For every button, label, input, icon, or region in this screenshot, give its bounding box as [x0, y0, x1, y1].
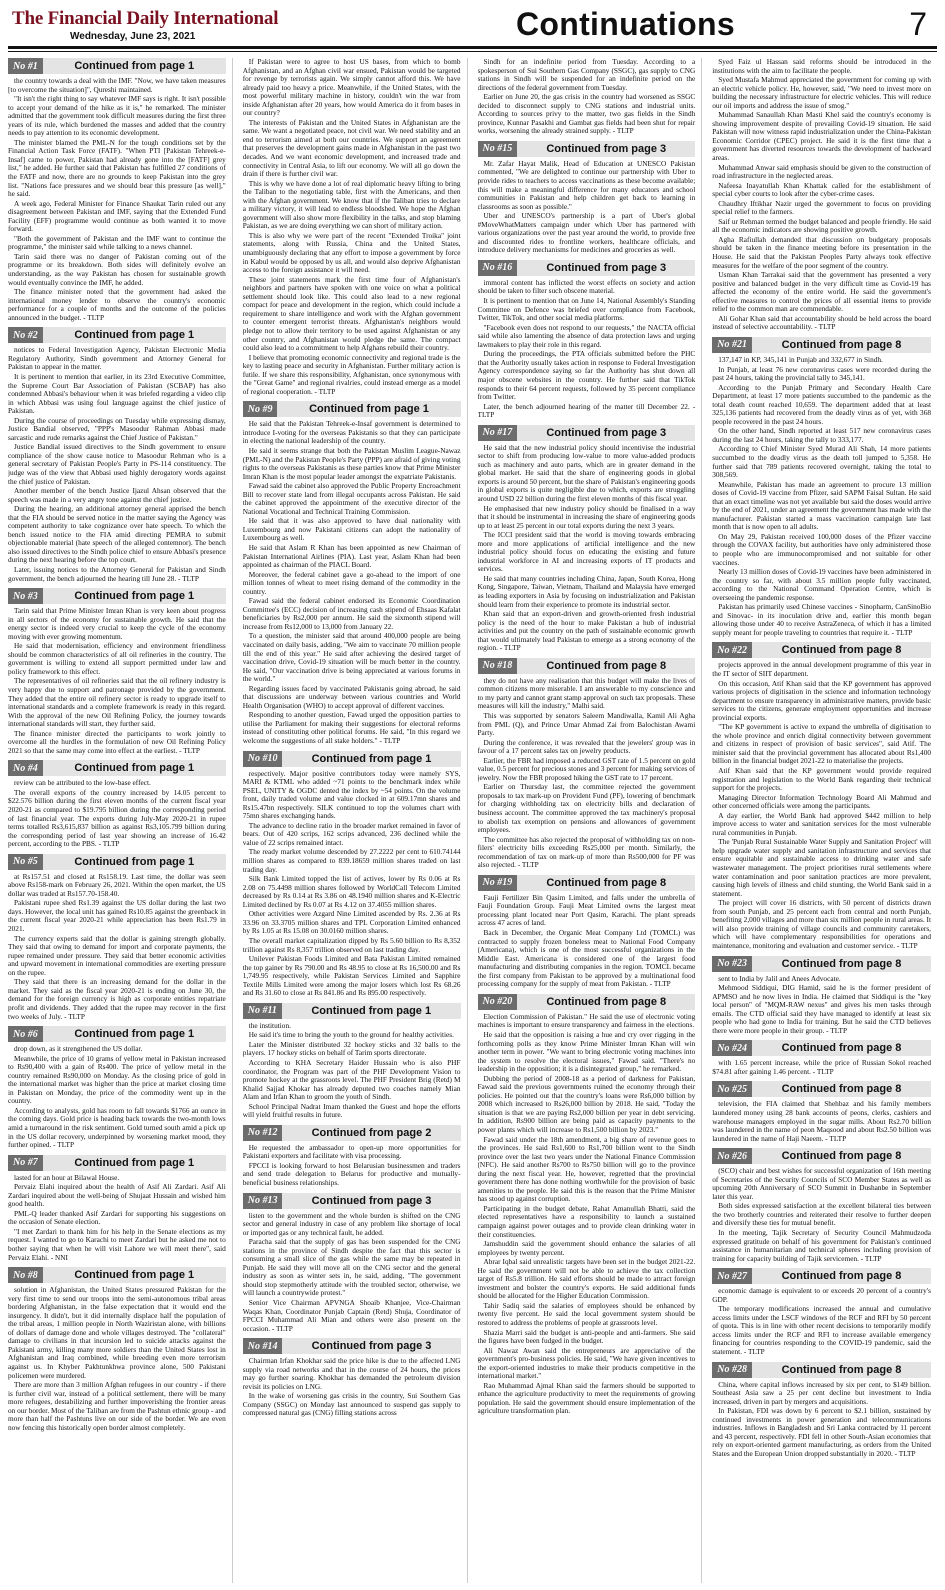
story-number-tag: No #28: [712, 1362, 752, 1378]
story-number-tag: No #3: [8, 588, 43, 604]
story-body: [243, 1357, 461, 1418]
story-number-tag: No #15: [478, 141, 518, 157]
story-paragraph: Paracha said that the supply of gas has been suspended for the CNG stations in the province of Sindh despite the fact that this sector is consuming a small slice of the gas while the same may be repeated in Punjab. He said they will move all on the CNG sector and the general industry as soon as winter sets in, he said, adding, "The government should stop stepmotherly attitude with the troubled sector, otherwise, we will launch a countrywide protest.": [242, 1237, 461, 1298]
continued-story: [478, 994, 696, 1416]
story-paragraph: The overall market capitalization dipped by Rs 5.60 billion to Rs 8,352 trillion against Rs 8,357 trillion observed on last trading day.: [242, 935, 461, 954]
story-continuation-heading: Continued from page 1: [43, 327, 226, 343]
story-continuation-heading: Continued from page 1: [43, 854, 226, 870]
story-header: [712, 1040, 931, 1056]
story-paragraph: Earlier on Thursday last, the committee rejected the government proposals to tax mark-up on Provident Fund (PF), lowering of benchmark for charging withholding tax on electricity bills and declaration of business account. The committee approved the tax machinery's proposal to abolish tax exemption on pensions and allowances of government employees.: [477, 782, 696, 835]
story-paragraph: These joint statements mark the first time four of Afghanistan's neighbors and partners have spoken with one voice on what a political settlement should look like. This could also lead to a new regional compact for peace and development in the region, which could include a requirement to share intelligence and work with the Afghan government to counter emergent terrorist threats. Afghanistan's neighbors would pledge not to allow their territory to be used against Afghanistan or any other country, and Afghanistan would pledge the same. The compact could also lead to a commitment to help Afghans rebuild their country.: [242, 274, 461, 353]
story-number-tag: No #22: [712, 642, 752, 658]
story-body: [243, 420, 461, 745]
story-header: [478, 425, 696, 441]
story-number-tag: No #14: [243, 1338, 283, 1354]
story-paragraph: He said it seems strange that both the Pakistan Muslim League-Nawaz (PML-N) and the Pakistan People's Party (PPP) are afraid of giving voting rights to the overseas Pakistanis as these parties know that Prime Minister Imran Khan is the most popular leader amongst the expatriate Pakistanis.: [242, 445, 461, 481]
story-number-tag: No #6: [8, 1026, 43, 1042]
story-paragraph: During the course of proceedings on Tuesday while expressing dismay, Justice Bandial observed, "PPP's Masoodur Rahman Abbasi made sarcastic and rude remarks against the Chief Justice of Pakistan.": [8, 415, 226, 442]
story-continuation-heading: Continued from page 1: [43, 1155, 226, 1171]
continued-story: [478, 425, 696, 653]
story-paragraph: The temporary modifications increased the annual and cumulative access limits under the LSCF windows of the RCF and RFI by 50 percent of quota. This is in line with other recent decisions to temporarily modify access limits under the RCF and RFI to increase available emergency financing for countries responding to the COVID-19 pandemic, said the statement. - TLTP: [712, 1304, 931, 1356]
story-header: [712, 337, 931, 353]
column-2: [243, 58, 468, 1583]
story-continuation-heading: Continued from page 1: [43, 58, 226, 74]
story-paragraph: 137,147 in KP, 345,141 in Punjab and 332,677 in Sindh.: [718, 354, 883, 364]
story-paragraph: He said that it was also approved to have dual nationality with Luxembourg and now Pakistani citizens can adopt the nationality of Luxembourg as well.: [242, 516, 461, 543]
story-paragraph: television, the FIA claimed that Shehbaz and his family members laundered money using 28 bank accounts of peons, clerks, cashiers and warehouse managers employed in the sugar mills. About Rs2.70 billion was laundered in the name of peon Maqsood and about Rs2.50 billion was laundered in the name of Haji Naeem. - TLTP: [712, 1099, 931, 1143]
story-paragraph: This is why we have done a lot of real diplomatic heavy lifting to bring the Taliban to the negotiating table, first with the Americans, and then with the Afghan government. We know that if the Taliban tries to declare a military victory, it will lead to endless bloodshed. We hope the Afghan government will also show more flexibility in the talks, and stop blaming Pakistan, as we are doing everything we can short of military action.: [242, 178, 461, 231]
masthead-rule: [8, 46, 937, 49]
continued-story: [478, 875, 696, 989]
story-paragraph: Responding to another question, Fawad urged the opposition parties to utilise the Parliament for making their suggestions for electoral reforms instead of constituting other political forums. He said, "In this regard we welcome the suggestions of all stake holders." - TLTP: [242, 710, 461, 746]
continued-story: [712, 1268, 931, 1356]
story-header: [478, 875, 696, 891]
continued-story: [243, 58, 461, 396]
story-paragraph: The 'Punjab Rural Sustainable Water Supply and Sanitation Project' will help upgrade water supply and sanitation infrastructure and services that ensure equitable and sustainable access to drinking water and safe wastewater management. The project prioritises rural settlements where water contamination and poor sanitation practices are more prevalent, causing high levels of illness and child stunting, the World Bank said in a statement.: [712, 837, 931, 898]
story-continuation-heading: Continued from page 8: [752, 642, 931, 658]
story-header: [8, 58, 226, 74]
story-number-tag: No #9: [243, 401, 278, 417]
story-paragraph: He said that Aslam R Khan has been appointed as new Chairman of Pakistan International Airlines (PIA). Last year, Aslam Khan had been appointed as chairman of the PIACL Board.: [242, 542, 461, 570]
story-paragraph: Meanwhile, Pakistan has made an agreement to procure 13 million doses of Covid-19 vaccine from Pfizer, said SAPM Faisal Sultan. He said that an exact timeline was not yet available but said the doses would arrive by the end of 2021, under an agreement the government has made with the manufacturer. Pakistan started a mass vaccination campaign late last month that is now open to all adults.: [712, 479, 931, 532]
story-paragraph: Ali Nawaz Awan said the entrepreneurs are appreciative of the government's pro-business policies. He said, "We have given incentives to the export-oriented industries to make their products competitive in the international market.": [477, 1345, 696, 1381]
continued-story: [712, 337, 931, 638]
story-header: [712, 1362, 931, 1378]
story-number-tag: No #10: [243, 751, 283, 767]
story-header: [712, 1148, 931, 1164]
story-paragraph: In Punjab, at least 76 new coronavirus cases were recorded during the past 24 hours, taking the provincial tally to 345,141.: [712, 364, 931, 383]
story-header: [243, 1193, 461, 1209]
story-paragraph: they do not have any realisation that this budget will make the lives of common citizens more miserable. I am answerable to my conscience and to my party and cannot grant stamp approval on such tax proposals. These measures will kill the industry," Malhi said.: [477, 675, 696, 711]
story-body: [478, 1013, 696, 1416]
story-paragraph: It is pertinent to mention that earlier, in its 23rd Executive Committee, the Supreme Court Bar Association of Pakistan (SCBAP) has also condemned Abbasi's behaviour when it was briefed regarding a video clip in which Abbasi was using foul language against the chief justice of Pakistan.: [8, 371, 226, 416]
story-paragraph: Silk Bank Limited topped the list of actives, lower by Rs 0.06 at Rs 2.08 on 75.4498 million shares followed by WorldCall Telecom Limited decreased by Rs 0.14 at Rs 3.86 on 48.1940 million shares and K-Electric Limited declined by Rs 0.07 at Rs 4.12 on 37.4055 million shares.: [242, 874, 461, 909]
story-paragraph: According to Chief Minister Syed Murad Ali Shah, 14 more patients succumbed to the deadly virus as the death toll jumped to 5,358. He further said that 789 patients recovered overnight, taking the total to 308,569.: [712, 444, 931, 480]
story-paragraph: solution in Afghanistan, the United States pressured Pakistan for the very first time to send our troops into the semi-autonomous tribal areas bordering Afghanistan, in the false expectation that it would end the insurgency. It didn't, but it did internally displace half the population of the tribal areas, 1 million people in North Waziristan alone, with billions of dollars of damage done and whole villages destroyed. The "collateral" damage to civilians in that incursion led to suicide attacks against the Pakistani army, killing many more soldiers than the United States lost in Afghanistan and Iraq combined, while breeding even more terrorism against us. In Khyber Pakhtunkhwa province alone, 500 Pakistani policemen were murdered.: [8, 1285, 226, 1380]
story-continuation-heading: Continued from page 1: [43, 1267, 226, 1283]
story-paragraph: Pakistan has primarily used Chinese vaccines - Sinopharm, CanSinoBio and Sinovac- in its inoculation drive and, earlier this month began allowing those under 40 to receive AstraZeneca, of which it has a limited supply meant for people traveling to countries that require it. - TLTP: [712, 602, 931, 637]
story-paragraph: Fawad said the federal cabinet endorsed its Economic Coordination Committee's (ECC) decision of increasing cash stipend of Ehsaas Kafalat beneficiaries by Rs2,000 per annum. He said the sixmonth stipend will increase from Rs12,000 to 13,000 from January 22.: [242, 596, 461, 631]
story-body: [478, 894, 696, 989]
story-paragraph: The currency experts said that the dollar is gaining strength globally. They said that owing to demand for import and corporate payments, the rupee remained under pressure. They said that better economic activities and upward movement in international commodities are exerting pressure on the rupee.: [8, 933, 226, 977]
story-paragraph: Pervaiz Elahi inquired about the health of Asif Ali Zardari. Asif Ali Zardari inquired about the well-being of Shujaat Hussain and wished him good health.: [8, 1182, 226, 1209]
story-paragraph: Tarin said there was no danger of Pakistan coming out of the programme or its breakdown. Both sides will definitely evolve an understanding, as the way Pakistan has chosen for sustainable growth would eventually convince the IMF, he added.: [8, 251, 226, 287]
story-header: [712, 1268, 931, 1284]
story-paragraph: Tarin said that Prime Minister Imran Khan is very keen about progress in all sectors of the economy for sustainable growth. He said that the energy sector is indeed very crucial to keep the cycle of the economy moving with ever growing momentum.: [8, 606, 226, 641]
story-paragraph: There are more than 3 million Afghan refugees in our country - if there is further civil war, instead of a political settlement, there will be many more refugees, destabilizing and further impoverishing the frontier areas on our border. Most of the Taliban are from the Pashtun ethnic group - and more than half the Pashtuns live on our side of the border. We are even now fencing this historically open border almost completely.: [8, 1380, 226, 1432]
story-continuation-heading: Continued from page 8: [752, 1362, 931, 1378]
continued-story: [478, 658, 696, 870]
story-paragraph: The ICCI president said that the world is moving towards embracing more and more applications of artificial intelligence and the new industrial policy should focus on educating the existing and future industrial workforce in AI and increasing exports of IT products and services.: [477, 530, 696, 574]
story-body: [478, 444, 696, 653]
story-continuation-heading: Continued from page 8: [752, 1081, 931, 1097]
story-continuation-heading: Continued from page 3: [517, 425, 695, 441]
story-paragraph: Fawad said the cabinet also approved the Public Property Encroachment Bill to recover state land from illegal occupants across Pakistan. He said the cabinet approved the appointment of the executive director of the National Vocational and Technical Training Commission.: [242, 481, 461, 516]
story-number-tag: No #8: [8, 1267, 43, 1283]
story-number-tag: No #1: [8, 58, 43, 74]
story-paragraph: Fawad said under the 18th amendment, a big share of revenue goes to the provinces. He said Rs1,600 to Rs1,700 billion went to the Sindh province over the last two years under the National Finance Commission (NFC). He said another Rs700 to Rs750 billion will go to the province during the next fiscal year. He, however, regretted that the provincial government there has done nothing worthwhile for the provision of basic amenities to the people. He said this is the reason that the Prime Minister has stood up against corruption.: [477, 1134, 696, 1204]
column-3: [478, 58, 703, 1583]
continued-story: [8, 588, 226, 755]
story-paragraph: Unilever Pakistan Foods Limited and Bata Pakistan Limited remained the top gainer by Rs 790.00 and Rs 48.95 to close at Rs 16,500.00 and Rs 1,749.95 respectively, while Pakistan Services Limited and Sapphire Textile Mills Limited were among the major losers which lost Rs 68.26 and Rs 31.60 to close at Rs 841.86 and Rs 895.00 respectively.: [242, 954, 461, 998]
story-body: [8, 77, 226, 322]
story-paragraph: Chairman Irfan Khokhar said the price hike is due to the affected LNG supply via road networks and that in the course of 24 hours, the prices may go further soaring. Khokhar has demanded the petroleum division revisit its policies on LNG.: [242, 1356, 461, 1391]
story-body: [478, 58, 696, 136]
continued-story: [478, 58, 696, 136]
story-header: [712, 1081, 931, 1097]
story-header: [8, 1267, 226, 1283]
story-continuation-heading: Continued from page 3: [517, 260, 695, 276]
story-paragraph: On the other hand, Sindh reported at least 517 new coronavirus cases during the last 24 hours, taking the tally to 333,177.: [712, 426, 931, 444]
story-header: [243, 1125, 461, 1141]
continued-story: [478, 141, 696, 255]
story-header: [8, 1026, 226, 1042]
story-header: [478, 260, 696, 276]
story-paragraph: Uber and UNESCO's partnership is a part of Uber's global #MoveWhatMatters campaign under which Uber has partnered with various organizations over the past year around the world, to provide free and discounted rides to frontline workers, healthcare officials, and introduce delivery mechanisms for medicines and groceries as well.: [477, 211, 696, 255]
story-paragraph: The overall exports of the country increased by 14.05 percent to $22.576 billion during the first eleven months of the current fiscal year 2020-21 as compared to $19.795 billion during the corresponding period of last financial year. The exports during July-May 2020-21 in rupee terms totalled Rs3,615,837 billion as against Rs3,105.799 billion during the corresponding period of last year showing an increase of 16.42 percent, according to the PBS. - TLTP: [8, 787, 226, 849]
story-paragraph: Syed Faiz ul Hassan said reforms should be introduced in the institutions with the aim to facilitate the people.: [712, 58, 931, 75]
story-paragraph: Syed Mustafa Mahmud appreciated the government for coming up with an electric vehicle policy. He, however, said, "We need to invest more on building the necessary infrastructure for electric vehicles. This will reduce our oil imports and address the issue of smog.": [712, 75, 931, 110]
story-paragraph: Chaudhry Iftikhar Nazir urged the government to focus on providing special relief to the farmers.: [712, 198, 931, 217]
story-header: [243, 1338, 461, 1354]
story-paragraph: The ready market volume descended by 27.2222 per cent to 610.74144 million shares as compared to 839.18659 million shares traded on last trading day.: [242, 847, 461, 874]
story-paragraph: lasted for an hour at Bilawal House.: [14, 1172, 120, 1182]
story-paragraph: Saif ur Rehman termed the budget balanced and people friendly. He said all the economic indicators are showing positive growth.: [712, 216, 931, 235]
story-paragraph: "It isn't the right thing to say whatever IMF says is right. It isn't possible to accept your demand of the hike as it is," he remarked. The minister admitted that the government took difficult measures during the first three years of its rule, which burdened the masses and added that the country needs to pay attention to its economic development.: [8, 94, 226, 138]
story-paragraph: School Principal Nadrat Imam thanked the Guest and hope the efforts will yield fruitful results in future.: [242, 1101, 461, 1120]
continued-story: [712, 1040, 931, 1076]
story-paragraph: Earlier on June 20, the gas crisis in the country had worsened as SSGC decided to disconnect supply to CNG stations and industrial units. According to sources privy to the matter, two gas fields in the Sindh province, Kunnar Pasakhi and Gambat gas fields had been shut for repair works, worsening the already strained supply. - TLTP: [477, 92, 696, 136]
story-paragraph: Other activities were Azgard Nine Limited ascended by Rs. 2.36 at Rs 33.96 on 33.3705 million shares and TPL Corporation Limited enhanced by Rs 1.05 at Rs 15.08 on 30.0160 million shares.: [242, 909, 461, 936]
story-continuation-heading: Continued from page 8: [752, 337, 931, 353]
story-number-tag: No #26: [712, 1148, 752, 1164]
story-paragraph: He requested the ambassador to open-up more opportunities for Pakistani exporters and facilitate with visa processing.: [242, 1142, 461, 1161]
story-paragraph: Justice Bandial issued directives to the Sindh government to ensure compliance of the show cause notice to Masoodur Rehman who is a general secretary of Pakistan People's Party in PS-114 constituency. The judge was of the view that Abbasi used highly derogatory words against the chief justice of Pakistan.: [8, 442, 226, 486]
story-paragraph: To a question, the minister said that around 400,000 people are being vaccinated on daily basis, adding, "We aim to vaccinate 70 million people till the end of this year." He said after achieving the desired target of vaccination drive, Covid-19 situation will be much better in the country. He said, "Our vaccination drive is being appreciated at various forums in the world.": [242, 631, 461, 684]
story-paragraph: "Both the government of Pakistan and the IMF want to continue the programme," the minister said while talking to a news channel.: [8, 233, 226, 252]
story-paragraph: Pakistani rupee shed Rs1.39 against the US dollar during the last two days. However, the local unit has gained Rs10.85 against the greenback in the current fiscal year 2020-21 while appreciation has been Rs1.79 in 2021.: [8, 898, 226, 934]
story-paragraph: He said that the Pakistan Tehreek-e-Insaf government is determined to introduce I-voting for the overseas Pakistanis so that they can participate in electing the national leadership of the country.: [242, 419, 461, 446]
story-paragraph: Jamshuddin said the government should enhance the salaries of all employees by twenty percent.: [477, 1239, 696, 1257]
story-body: [712, 1381, 931, 1459]
story-paragraph: According to the Punjab Primary and Secondary Health Care Department, at least 17 more patients succumbed to the pandemic as the total death count reached 10,659. The department added that at least 325,136 patients had recovered from the deadly virus as of yet, with 368 people recovered in the past 24 hours.: [712, 382, 931, 426]
story-paragraph: Participating in the budget debate, Rahat Amanullah Bhatti, said the elected representatives have a responsibility to launch a sustained campaign against power outages and to provide clean drinking water in their constituencies.: [477, 1203, 696, 1239]
story-header: [478, 994, 696, 1010]
story-paragraph: He said that modernisation, efficiency and environment friendliness should be common characteristics of all oil refineries in the country. The government is willing to extend all support permitted under law and policy framework to this effect.: [8, 641, 226, 676]
continued-story: [243, 751, 461, 998]
story-body: [8, 1045, 226, 1150]
story-paragraph: Both sides expressed satisfaction at the excellent bilateral ties between the two brotherly countries and reiterated their resolve to further deepen and diversify these ties for mutual benefit.: [712, 1201, 931, 1228]
story-paragraph: Agha Rafiullah demanded that discussion on budgetary proposals should be taken in the finance meeting before its presentation in the House. He said that the Pakistan Peoples Party always took effective measures for the welfare of the poor segment of the country.: [712, 234, 931, 270]
story-body: [712, 1167, 931, 1263]
story-paragraph: The project will cover 16 districts, with 50 percent of districts drawn from south Punjab, and 25 percent each from central and north Punjab, benefiting 2,000 villages and more than six million people in rural areas. It will also provide training of village councils and community caretakers, which will have complementary responsibilities for operations and maintenance, monitoring and evaluation and customer service. - TLTP: [712, 898, 931, 950]
continued-story: [712, 1081, 931, 1143]
story-paragraph: If Pakistan were to agree to host US bases, from which to bomb Afghanistan, and an Afghan civil war ensued, Pakistan would be targeted for revenge by terrorists again. We simply cannot afford this. We have already paid too heavy a price. Meanwhile, if the United States, with the most powerful military machine in history, couldn't win the war from inside Afghanistan after 20 years, how would America do it from bases in our country?: [242, 58, 461, 118]
continued-story: [712, 642, 931, 950]
story-paragraph: He emphasised that new industry policy should be finalised in a way that it should be instrumental in increasing the share of engineering goods up to at least 25 percent in our total exports during the next 3 years.: [477, 503, 696, 530]
continued-story: [243, 1193, 461, 1334]
story-paragraph: The advance to decline ratio in the broader market remained in favor of bears. Out of 420 scrips, 162 scrips advanced, 236 declined while the value of 22 scrips remained intact.: [242, 820, 461, 847]
story-body: [8, 607, 226, 755]
story-number-tag: No #7: [8, 1155, 43, 1171]
story-number-tag: No #24: [712, 1040, 752, 1056]
story-paragraph: On May 29, Pakistan received 100,000 doses of the Pfizer vaccine through the COVAX facility, but authorities have only administered those to people who are immunocompromised and not suitable for other vaccines.: [712, 531, 931, 567]
story-paragraph: Later the Minister distributed 32 hockey sticks and 32 balls to the players. 17 hockey sticks on behalf of Tarim sports directorate.: [242, 1039, 461, 1058]
story-paragraph: "I met Zardari to thank him for his help in the Senate elections as my request. I wanted to go to Karachi to meet Zardari but he asked me not to bother saying that when he will visit Lahore we will meet there", said Pervaiz Elahi. - NNI: [8, 1226, 226, 1262]
story-paragraph: Nearly 13 million doses of Covid-19 vaccines have been administered in the country so far, with about 3.5 million people fully vaccinated, according to the National Command Operation Centre, which is overseeing the pandemic response.: [712, 567, 931, 602]
story-continuation-heading: Continued from page 1: [43, 1026, 226, 1042]
column-1: [8, 58, 233, 1583]
story-paragraph: review can be attributed to the low-base effect.: [14, 778, 151, 788]
story-header: [478, 658, 696, 674]
story-paragraph: Mehmood Siddiqui, DIG Hamid, said he is the former president of APMSO and he now lives in India. He claimed that Siddiqui is the "key local person" of "MQM-RAW nexus" and gives his men tasks through emails. The CTD official said they have managed to identify at least six people who had gone to India for training. But he said the CTD believes there were more people in their group. - TLTP: [712, 983, 931, 1035]
story-paragraph: On this occasion, Atif Khan said that the KP government has approved various projects of digitisation in the science and information technology department to ensure transparency in administrative matters, provide basic services to the citizens, generate employment opportunities and increase provincial exports.: [712, 678, 931, 722]
story-continuation-heading: Continued from page 8: [517, 875, 695, 891]
story-number-tag: No #2: [8, 327, 43, 343]
story-paragraph: drop down, as it strengthened the US dollar.: [14, 1044, 143, 1054]
story-paragraph: Tahir Sadiq said the salaries of employees should be enhanced by twenty five percent. He said the local government system should be restored to address the problems of people at grassroots level.: [477, 1300, 696, 1327]
story-header: [243, 401, 461, 417]
story-paragraph: The committee has also rejected the proposal of withholding tax on non-filers' electricity bills exceeding Rs25,000 per month. Similarly, the recommendation of tax on mark-up of more than Rs500,000 for PF was also rejected. - TLTP: [477, 834, 696, 870]
story-paragraph: "The KP government is active to expand the umbrella of digitisation to the whole province and enrich digital connectivity between government and citizens in respect of provision of basic services", said Atif. The minister said that the provincial government has allocated about Rs1,400 billion in the financial budget 2021-22 to materialise the projects.: [712, 722, 931, 766]
story-continuation-heading: Continued from page 3: [282, 1338, 460, 1354]
story-paragraph: A week ago, Federal Minister for Finance Shaukat Tarin ruled out any disagreement between Pakistan and IMF, saying that the Extended Fund Facility (EFF) programme would continue as both wanted it to move forward.: [8, 198, 226, 234]
story-body: [8, 1174, 226, 1262]
issue-date: Wednesday, June 23, 2021: [70, 31, 196, 42]
story-paragraph: He said that the new industrial policy should incentivise the industrial sector to shift from producing low-value to more value-added products such as machinery and auto parts, which are in greater demand in the global market. He said that the share of engineering goods in global exports is around 50 percent, but the share of Pakistan's engineering goods in global exports is quite negligible due to which, exports are struggling around USD 22 billion during the first eleven months of this fiscal year.: [477, 442, 696, 503]
story-header: [8, 760, 226, 776]
story-paragraph: Meanwhile, the price of 10 grams of yellow metal in Pakistan increased to Rs90,400 with a gain of Rs400. The price of yellow metal in the country remained Rs90,000 on Monday. As the closing price of gold in the international market was higher than the price at market closing time in Pakistan on Monday, the price of the commodity went up in the country.: [8, 1053, 226, 1106]
story-paragraph: economic damage is equivalent to or exceeds 20 percent of a country's GDP.: [712, 1286, 931, 1304]
story-header: [8, 1155, 226, 1171]
story-paragraph: Election Commission of Pakistan." He said the use of electronic voting machines is important to ensure transparency and fairness in the elections.: [477, 1011, 696, 1030]
story-paragraph: sent to India by Jalil and Anees Advocate.: [718, 973, 841, 983]
story-paragraph: He said that many countries including China, Japan, South Korea, Hong Kong, Singapore, Taiwan, Vietnam, Thailand and Malaysia have emerged as leading exporters in Asia by focusing on industrialization and Pakistan should learn from their experience to promote its industrial sector.: [477, 573, 696, 609]
story-body: [243, 1212, 461, 1334]
story-paragraph: listen to the government and the whole burden is shifted on the CNG sector and general industry in case of any problem like shortage of local or imported gas or any technical fault, he added.: [242, 1210, 461, 1237]
story-number-tag: No #16: [478, 260, 518, 276]
story-header: [243, 751, 461, 767]
story-body: [243, 58, 461, 396]
story-paragraph: Managing Director Information Technology Board Ali Mahmud and other concerned officials were among the participants.: [712, 792, 931, 811]
story-body: [478, 677, 696, 870]
story-paragraph: The minister blamed the PML-N for the tough conditions set by the Financial Action Task Force (FATF). "When PTI [Pakistan Tehreek-e-Insaf] came to power, Pakistan had already gone into the [FATF] grey list," he added. He further said that Pakistan has fulfilled 27 conditions of the FATF and now, there are no grounds to keep Pakistan into the grey list. "Nations face pressures and we should bear this pressure [as well]," he said.: [8, 137, 226, 199]
story-continuation-heading: Continued from page 8: [517, 994, 695, 1010]
story-continuation-heading: Continued from page 1: [43, 588, 226, 604]
story-paragraph: at Rs157.51 and closed at Rs158.19. Last time, the dollar was seen above Rs158-mark on February 26, 2021. Within the open market, the US dollar was traded at Rs157.70-158.40.: [8, 871, 226, 898]
story-continuation-heading: Continued from page 1: [43, 760, 226, 776]
story-paragraph: Later, the bench adjourned hearing of the matter till December 22. - TLTP: [477, 401, 696, 420]
story-body: [478, 160, 696, 255]
continued-story: [8, 58, 226, 322]
story-paragraph: (SCO) chair and best wishes for successful organization of 16th meeting of Secretaries of the Security Councils of SCO Member States as well as upcoming 20th Anniversary of SCO Summit in Dushanbe in September later this year.: [712, 1166, 931, 1201]
story-body: [243, 1144, 461, 1188]
story-paragraph: In Pakistan, FDI was down by 6 percent to $2.1 billion, sustained by continued investments in power generation and telecommunications industries. Inflows in Bangladesh and Sri Lanka contracted by 11 percent and 43 percent, respectively. FDI fell in other South-Asian economies that rely on export-oriented garment manufacturing, as orders from the United States and the European Union dropped substantially in 2020. - TLTP: [712, 1406, 931, 1458]
story-paragraph: According to KHA Secretary Haider Hussain who is also PHF coordinator, the Program was part of the PHF Development Vision to promote hockey at the grassroots level. The PHF President Brig (Retd) M Khalid Sajjad Khokar has already deputed two coaches namely Mian Alam and Irfan Khan to groom the youth of Sindh.: [242, 1057, 461, 1102]
story-paragraph: Shazia Marri said the budget is anti-people and anti-farmers. She said the figures have been fudged in the budget.: [477, 1327, 696, 1346]
story-number-tag: No #13: [243, 1193, 283, 1209]
story-body: [712, 58, 931, 332]
story-paragraph: Dubbing the period of 2008-18 as a period of darkness for Pakistan, Fawad said the previous governments ruined the economy through their policies. He pointed out that the country's loans were Rs6,000 billion by 2008 which increased to Rs26,000 billion by 2018. He said, "Today the situation is that we are paying Rs2,000 billion per year in debt servicing. In addition, Rs900 billion are being paid as capacity payments to the power plants which will increase to Rs1,500 billion by 2023.": [477, 1073, 696, 1134]
continued-story: [8, 854, 226, 1021]
story-number-tag: No #4: [8, 760, 43, 776]
continued-story: [243, 1003, 461, 1120]
story-continuation-heading: Continued from page 1: [277, 401, 460, 417]
story-number-tag: No #25: [712, 1081, 752, 1097]
story-paragraph: In the wake of worsening gas crisis in the country, Sui Southern Gas Company (SSGC) on Monday last announced to suspend gas supply to compressed natural gas (CNG) filling stations across: [242, 1391, 461, 1418]
story-body: [712, 1287, 931, 1356]
story-body: [8, 1286, 226, 1432]
continued-story: [712, 956, 931, 1036]
story-body: [712, 356, 931, 638]
story-header: [478, 141, 696, 157]
story-paragraph: During the proceedings, the PTA officials submitted before the PHC that the Authority usually takes action in response to Federal Investigation Agency correspondence saying so far the Authority has shut down all major obscene websites in the country. He further said that TikTok responds to their 64 percent requests, followed by 35 percent compliance from Twitter.: [477, 349, 696, 402]
section-title: Continuations: [516, 6, 735, 42]
story-paragraph: Later, issuing notices to the Attorney General for Pakistan and Sindh government, the bench adjourned the hearing till June 28. - TLTP: [8, 564, 226, 583]
story-continuation-heading: Continued from page 3: [282, 1193, 460, 1209]
story-paragraph: The finance minister noted that the government had asked the international money lender to observe the country's economic performance for a couple of months and the outcome of the policies announced in the budget. - TLTP: [8, 287, 226, 322]
continued-story: [8, 1155, 226, 1262]
story-number-tag: No #11: [243, 1003, 282, 1019]
story-number-tag: No #20: [478, 994, 518, 1010]
story-body: [8, 873, 226, 1021]
story-continuation-heading: Continued from page 8: [752, 1148, 931, 1164]
continued-story: [712, 58, 931, 332]
story-paragraph: the institution.: [248, 1020, 291, 1030]
story-continuation-heading: Continued from page 8: [517, 658, 695, 674]
story-header: [712, 642, 931, 658]
newspaper-name: The Financial Daily International: [12, 8, 279, 29]
story-paragraph: Fauji Fertilizer Bin Qasim Limited, and falls under the umbrella of Fauji Foundation Group. Fauji Meat Limited owns the largest meat processing plant located near Port Qasim, Karachi. The plant spreads across 47 acres of land.: [477, 892, 696, 928]
story-paragraph: This is also why we were part of the recent "Extended Troika" joint statements, along with Russia, China and the United States, unambiguously declaring that any effort to impose a government by force in Kabul would be opposed by us all, and would also deprive Afghanistan access to the foreign assistance it will need.: [242, 230, 461, 275]
story-body: [243, 770, 461, 998]
story-body: [712, 1059, 931, 1076]
story-paragraph: Sindh for an indefinite period from Tuesday. According to a spokesperson of Sui Southern Gas Company (SSGC), gas supply to CNG stations in Sindh will be suspended for an indefinite period on the directions of the federal government from Tuesday.: [477, 58, 696, 92]
continued-story: [243, 401, 461, 745]
story-continuation-heading: Continued from page 1: [282, 1003, 461, 1019]
story-body: [8, 779, 226, 848]
story-paragraph: notices to Federal Investigation Agency, Pakistan Electronic Media Regulatory Authority, Sindh government and Attorney General for Pakistan to appear in the matter.: [8, 345, 226, 372]
story-paragraph: Ali Gohar Khan said that accountability should be held across the board instead of selective accountability. - TLTP: [712, 313, 931, 332]
story-paragraph: projects approved in the annual development programme of this year in the IT sector of SIIT department.: [712, 660, 931, 678]
story-paragraph: The representatives of oil refineries said that the oil refinery industry is very happy due to support and patronage provided by the government. They added that the entire oil refinery sector is ready to upgrade itself to international standards and a complete framework is ready in this regard. With the approval of the new Oil Refining Policy, the journey towards international standards will start, they further said.: [8, 676, 226, 729]
story-paragraph: Earlier, the FBR had imposed a reduced GST rate of 1.5 percent on gold value, 0.5 percent for precious stones and 3 percent for making services of jewelry. Now the FBR proposed hiking the GST rate to 17 percent.: [477, 755, 696, 782]
masthead: [8, 6, 937, 44]
story-paragraph: respectively. Major positive contributors today were namely SYS, MARI & KTML who added ~71 points to the benchmark index while PSEL, UNITY & OGDC dented the index by ~54 points. On the volume front, daily traded volume and value clocked in at 609.17mn shares and Rs15.47bn respectively. SILK continued to top the volumes chart with 75mn shares exchanging hands.: [242, 768, 461, 821]
story-header: [8, 854, 226, 870]
story-body: [712, 975, 931, 1036]
story-paragraph: They said that there is an increasing demand for the dollar in the market. They said as the fiscal year 2020-21 is ending on June 30, the demand for the foreign currency is high as corporate entities repatriate profit and dividends. They added that the rupee may recover in the first two weeks of July. - TLTP: [8, 977, 226, 1021]
story-paragraph: Muhammad Anwar said emphasis should be given to the construction of road infrastructure in the neglected areas.: [712, 162, 931, 181]
story-body: [712, 1100, 931, 1143]
story-continuation-heading: Continued from page 8: [752, 1040, 931, 1056]
story-paragraph: Muhammad Sanaullah Khan Masti Khel said the country's economy is showing improvement despite of prevailing Covid-19 situation. He said Pakistan will now witness rapid industrialization under the China-Pakistan Economic Corridor (CPEC) project. He said it is the first time that a government has diverted resources towards the development of backward areas.: [712, 110, 931, 163]
story-paragraph: The finance minister directed the participants to work jointly to overcome all the hurdles in the formulation of new Oil Refining Policy 2021 so that the same may come into effect at the earliest. - TLTP: [8, 728, 226, 755]
continued-story: [8, 1267, 226, 1432]
columns-container: [8, 58, 937, 1583]
story-paragraph: Mr. Zafar Hayat Malik, Head of Education at UNESCO Pakistan commented, "We are delighted to continue our partnership with Uber to provide rides to teachers to access vaccinations as these become available; this will make a meaningful difference for many educators and school communities in Pakistan and help children get back to learning in classrooms as soon as possible.": [477, 158, 696, 211]
story-header: [8, 588, 226, 604]
continued-story: [8, 327, 226, 583]
story-number-tag: No #5: [8, 854, 43, 870]
continued-story: [712, 1362, 931, 1459]
story-paragraph: Abrar Iqbal said unrealistic targets have been set in the budget 2021-22. He said the government will not be able to achieve the tax collection target of Rs5.8 trillion. He said efforts should be made to attract foreign investment and bolster the country's exports. He said additional funds should be allocated for the Higher Education Commission.: [477, 1257, 696, 1301]
column-4: [712, 58, 937, 1583]
story-paragraph: Regarding issues faced by vaccinated Pakistanis going abroad, he said that discussions are underway between various countries and World Health Organisation (WHO) to accept approval of different vaccines.: [242, 683, 461, 710]
story-paragraph: Nafeesa Inayatullah Khan Khattak called for the establishment of special cyber courts to look after the cyber-crime cases.: [712, 180, 931, 199]
story-paragraph: According to analysts, gold has room to fall towards $1766 an ounce in the coming days. Gold price is heading back towards the two-month lows amid a turnaround in the risk sentiment. Gold turned south amid a pick up in the US dollar recovery, underpinned by worsening market mood, they further opined. - TLTP: [8, 1105, 226, 1150]
page-number: 7: [909, 6, 927, 42]
story-paragraph: Atif Khan said that the KP government would provide required registration and legislation to the World Bank regarding their technical support for the projects.: [712, 766, 931, 793]
story-number-tag: No #27: [712, 1268, 752, 1284]
story-paragraph: Rao Muhammad Ajmal Khan said the farmers should be supported to enhance the agriculture productivity to meet the requirements of growing population. He said the government should ensure implementation of the agriculture transformation plan.: [477, 1380, 696, 1416]
story-continuation-heading: Continued from page 3: [517, 141, 695, 157]
story-paragraph: immoral content has inflicted the worst effects on society and action should be taken to filter such obscene material.: [477, 277, 696, 296]
continued-story: [712, 1148, 931, 1263]
story-paragraph: In the meeting, Tajik Secretary of Security Council Mahmudzoda expressed gratitude on behalf of his government for Pakistan's continued assistance in humanitarian and technical spheres including provision of training for capacity building of Tajik servicemen. - TLTP: [712, 1227, 931, 1263]
story-paragraph: Another member of the bench Justice Ijazul Ahsan observed that the speech was made in a very angry tone against the chief justice.: [8, 486, 226, 504]
story-paragraph: "Facebook even does not respond to our requests," the NACTA official said while also lamenting the absence of data protection laws and urging lawmakers to play their role in this regard.: [477, 322, 696, 349]
story-paragraph: During the conference, it was revealed that the jewelers' group was in favour of a 17 percent sales tax on jewelry products.: [477, 737, 696, 756]
story-paragraph: He said it's time to bring the youth to the ground for healthy activities.: [248, 1030, 454, 1040]
story-number-tag: No #17: [478, 425, 518, 441]
masthead-rule-thin: [8, 51, 937, 52]
story-paragraph: It is pertinent to mention that on June 14, National Assembly's Standing Committee on Defence was briefed over compliance from Facebook, Twitter, TikTok, and other social media platforms.: [477, 296, 696, 323]
story-continuation-heading: Continued from page 8: [752, 956, 931, 972]
continued-story: [8, 760, 226, 848]
continued-story: [8, 1026, 226, 1150]
story-paragraph: PML-Q leader thanked Asif Zardari for supporting his suggestions on the occasion of Senate election.: [8, 1208, 226, 1227]
story-paragraph: with 1.65 percent increase, while the price of Russian Sokol reached $74.81 after gaining 1.46 percent. - TLTP: [712, 1058, 931, 1076]
story-paragraph: Back in December, the Organic Meat Company Ltd (TOMCL) was contracted to supply frozen boneless meat to National Food Company (Americana), which is one of the most successful organizations in the Middle East. Americana is considered one of the largest food manufacturing and distributing companies in the region. TOMCL became the first company from Pakistan to be approved by a multinational food processing company for the supply of meat from Pakistan. - TLTP: [477, 928, 696, 989]
story-paragraph: Senior Vice Chairman APVNGA Shoaib Khanjee, Vice-Chairman Waqas Khan, Coordinator Punjab Captain (Retd) Shuja, Coordinator of FPCCI Muhammad Ali Mian and others were also present on the occasion. - TLTP: [242, 1298, 461, 1333]
story-continuation-heading: Continued from page 8: [752, 1268, 931, 1284]
story-paragraph: Usman Khan Tarrakai said that the government has presented a very positive and balanced budget in the very difficult time as Covid-19 has affected the economy of the entire world. He said the government's effective measures to control the prices of all essential items to provide relief to the common man are commendable.: [712, 270, 931, 314]
story-paragraph: China, where capital inflows increased by six per cent, to $149 billion. Southeast Asia saw a 25 per cent decline but investment to India increased, driven in part by mergers and acquisitions.: [712, 1379, 931, 1406]
story-number-tag: No #18: [478, 658, 518, 674]
story-body: [712, 661, 931, 950]
story-number-tag: No #19: [478, 875, 518, 891]
story-paragraph: the country towards a deal with the IMF. "Now, we have taken measures [to overcome the situation]", Qureshi maintained.: [8, 76, 226, 94]
story-paragraph: The interests of Pakistan and the United States in Afghanistan are the same. We want a negotiated peace, not civil war. We need stability and an end to terrorism aimed at both our countries. We support an agreement that preserves the development gains made in Afghanistan in the past two decades. And we want economic development, and increased trade and connectivity in Central Asia, to lift our economy. We will all go down the drain if there is further civil war.: [242, 117, 461, 179]
story-body: [8, 346, 226, 583]
story-paragraph: Moreover, the federal cabinet gave a go-ahead to the import of one million tonnes of wheat to meet rising demand of the commodity in the country.: [242, 569, 461, 596]
story-paragraph: A day earlier, the World Bank had approved $442 million to help improve access to water and sanitation services for the most vulnerable rural communities in Punjab.: [712, 810, 931, 837]
story-body: [243, 1022, 461, 1120]
story-header: [712, 956, 931, 972]
story-header: [243, 1003, 461, 1019]
story-continuation-heading: Continued from page 2: [282, 1125, 460, 1141]
story-number-tag: No #21: [712, 337, 752, 353]
story-continuation-heading: Continued from page 1: [282, 751, 460, 767]
continued-story: [478, 260, 696, 420]
story-number-tag: No #12: [243, 1125, 283, 1141]
continued-story: [243, 1125, 461, 1188]
story-body: [478, 279, 696, 420]
story-header: [8, 327, 226, 343]
story-paragraph: I believe that promoting economic connectivity and regional trade is the key to lasting peace and security in Afghanistan. Further military action is futile. If we share this responsibility, Afghanistan, once synonymous with the "Great Game" and regional rivalries, could instead emerge as a model of regional cooperation. - TLTP: [242, 352, 461, 396]
story-paragraph: FPCCI is looking forward to host Belarusian businessmen and traders and send trade delegation to Belarus for productive and mutually-beneficial business relationships.: [242, 1160, 461, 1187]
story-number-tag: No #23: [712, 956, 752, 972]
continued-story: [243, 1338, 461, 1418]
story-paragraph: Khan said that an export-driven and growth-oriented fresh industrial policy is the need of the hour to make Pakistan a hub of industrial activities and put the country on the path of sustainable economic growth that would ultimately lead Pakistan to emerge as a strong economy of the region. - TLTP: [477, 609, 696, 653]
story-paragraph: This was supported by senators Saleem Mandiwalla, Kamil Ali Agha from PML (Q), and Prince Umar Ahmad Zai from Balochistan Awami Party.: [477, 711, 696, 738]
story-paragraph: He said that the opposition is raising a hue and cry over rigging in the forthcoming polls as they know Prime Minister Imran Khan will win another term in power. "We want to bring electronic voting machines into the system to resolve the electoral issues," Fawad said. "There's no leadership in the opposition; it is a disintegrated group," he remarked.: [477, 1029, 696, 1074]
story-paragraph: During the hearing, an additional attorney general apprised the bench that the FIA should be served notice in the matter saying the Agency was competent authority to take cognizance over hate speech. To which the bench issued notice to the FIA amid directing PEMRA to submit objectionable material (hate speech of the alleged contemnor). The bench also issued directives to the Sindh police chief to ensure Abbasi's presence during the next hearing before the top court.: [8, 504, 226, 565]
